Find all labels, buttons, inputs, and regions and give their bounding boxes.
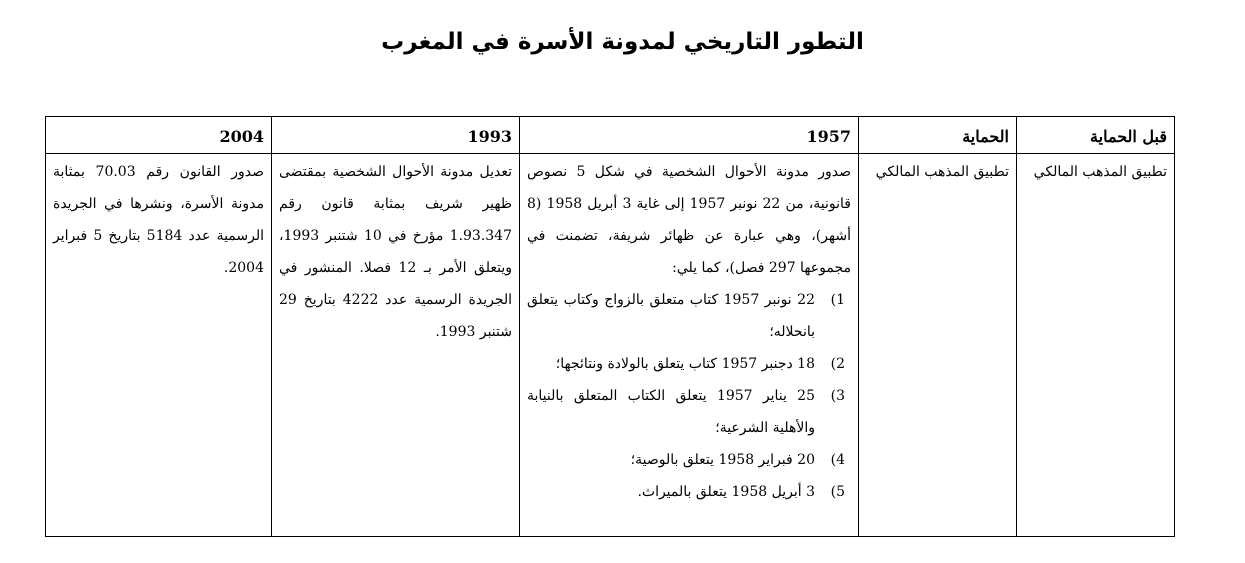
list-item	[527, 444, 851, 476]
list-item-number: 5)	[830, 484, 845, 500]
content-row	[46, 154, 1175, 537]
list-item-number: 1)	[830, 292, 845, 308]
list-item	[527, 348, 851, 380]
header-before-protectorate: قبل الحماية	[1017, 117, 1175, 154]
cell-1957-list	[527, 284, 851, 508]
list-item-text: 18 دجنبر 1957 كتاب يتعلق بالولادة ونتائجها؛	[555, 356, 815, 372]
list-item-number: 4)	[830, 452, 845, 468]
list-item-text: 20 فبراير 1958 يتعلق بالوصية؛	[630, 452, 815, 468]
list-item-number: 2)	[830, 356, 845, 372]
cell-1957-intro: صدور مدونة الأحوال الشخصية في شكل 5 نصوص قانونية، من 22 نونبر 1957 إلى غاية 3 أبريل 1958 (8 أشهر)، وهي عبارة عن ظهائر شريفة، تضمنت في مجموعها 297 فصل)، كما يلي:	[527, 164, 852, 276]
cell-2004: صدور القانون رقم 70.03 بمثابة مدونة الأسرة، ونشرها في الجريدة الرسمية عدد 5184 بتاريخ 5 فبراير 2004.	[46, 154, 272, 537]
cell-before-protectorate: تطبيق المذهب المالكي	[1017, 154, 1175, 537]
header-1993: 1993	[272, 117, 520, 154]
list-item-text: 22 نونبر 1957 كتاب متعلق بالزواج وكتاب يتعلق بانحلاله؛	[527, 292, 815, 340]
cell-protectorate: تطبيق المذهب المالكي	[859, 154, 1017, 537]
timeline-table	[45, 116, 1175, 537]
cell-1957	[520, 154, 859, 537]
list-item-number: 3)	[830, 388, 845, 404]
header-1957: 1957	[520, 117, 859, 154]
list-item	[527, 284, 851, 348]
header-row	[46, 117, 1175, 154]
list-item-text: 3 أبريل 1958 يتعلق بالميراث.	[637, 484, 815, 500]
list-item	[527, 476, 851, 508]
list-item	[527, 380, 851, 444]
header-2004: 2004	[46, 117, 272, 154]
cell-1993: تعديل مدونة الأحوال الشخصية بمقتضى ظهير شريف بمثابة قانون رقم 1.93.347 مؤرخ في 10 شتنبر 1993، ويتعلق الأمر بـ 12 فصلا. المنشور في الجريدة الرسمية عدد 4222 بتاريخ 29 شتنبر 1993.	[272, 154, 520, 537]
list-item-text: 25 يناير 1957 يتعلق الكتاب المتعلق بالنيابة والأهلية الشرعية؛	[527, 388, 815, 436]
page-title: التطور التاريخي لمدونة الأسرة في المغرب	[381, 29, 864, 55]
header-protectorate: الحماية	[859, 117, 1017, 154]
